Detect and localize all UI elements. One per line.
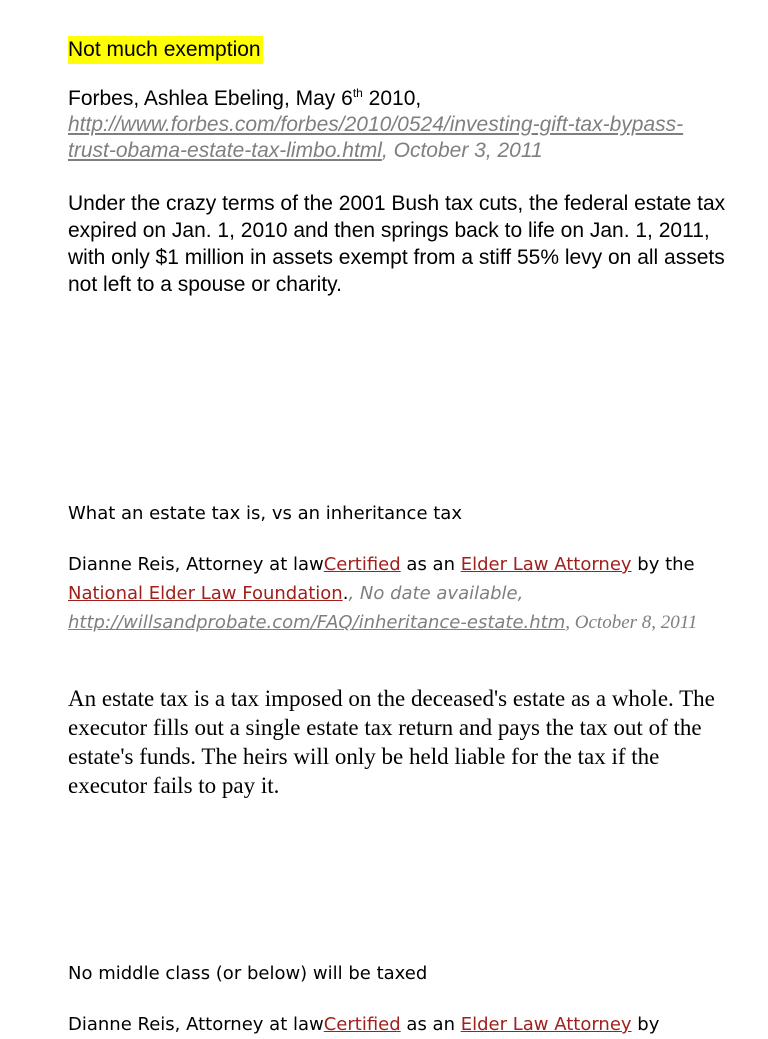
national-elder-law-foundation-link[interactable]: National Elder Law Foundation [68, 583, 343, 604]
body-paragraph-forbes: Under the crazy terms of the 2001 Bush tax cuts, the federal estate tax expired on Jan. 1, 2010 and then springs back to life on Jan. 1, 2011, with only $1 million in assets exempt from a stiff 55% levy on all assets not left to a spouse or charity. [68, 192, 726, 296]
citation-text: by [631, 1014, 660, 1035]
citation-text: as an [400, 1014, 461, 1035]
body-paragraph-estate-tax: An estate tax is a tax imposed on the deceased's estate as a whole. The executor fills out a single estate tax return and pays the tax out of the estate's funds. The heirs will only be held liable for the tax if the executor fails to pay it. [68, 686, 715, 798]
forbes-url-link[interactable]: http://www.forbes.com/forbes/2010/0524/investing-gift-tax-bypass-trust-obama-estate-tax-limbo.html [68, 113, 684, 162]
willsandprobate-url-link[interactable]: http://willsandprobate.com/FAQ/inheritance-estate.htm [68, 612, 566, 633]
section-heading-middle-class: No middle class (or below) will be taxed [68, 963, 428, 984]
certified-link[interactable]: Certified [323, 1014, 401, 1035]
highlighted-heading: Not much exemption [68, 36, 263, 64]
citation-text: as an [400, 554, 461, 575]
certified-link[interactable]: Certified [323, 554, 401, 575]
citation-forbes [68, 86, 728, 164]
citation-no-date: , No date available, [348, 583, 524, 604]
citation-text: . [342, 583, 349, 604]
citation-author: Dianne Reis, Attorney at law [68, 554, 324, 575]
citation-accessed-date: , October 8, 2011 [565, 612, 698, 633]
citation-author: Dianne Reis, Attorney at law [68, 1014, 324, 1035]
citation-reis [68, 550, 728, 637]
citation-accessed-date: , October 3, 2011 [381, 139, 543, 162]
citation-source: Forbes, Ashlea Ebeling, May 6 [68, 87, 353, 110]
citation-text: by the [631, 554, 695, 575]
section-heading-estate-vs-inheritance: What an estate tax is, vs an inheritance tax [68, 503, 462, 524]
elder-law-attorney-link[interactable]: Elder Law Attorney [460, 554, 632, 575]
citation-reis-2 [68, 1010, 728, 1039]
citation-year: 2010, [362, 87, 422, 110]
elder-law-attorney-link[interactable]: Elder Law Attorney [460, 1014, 632, 1035]
citation-superscript: th [352, 86, 363, 100]
